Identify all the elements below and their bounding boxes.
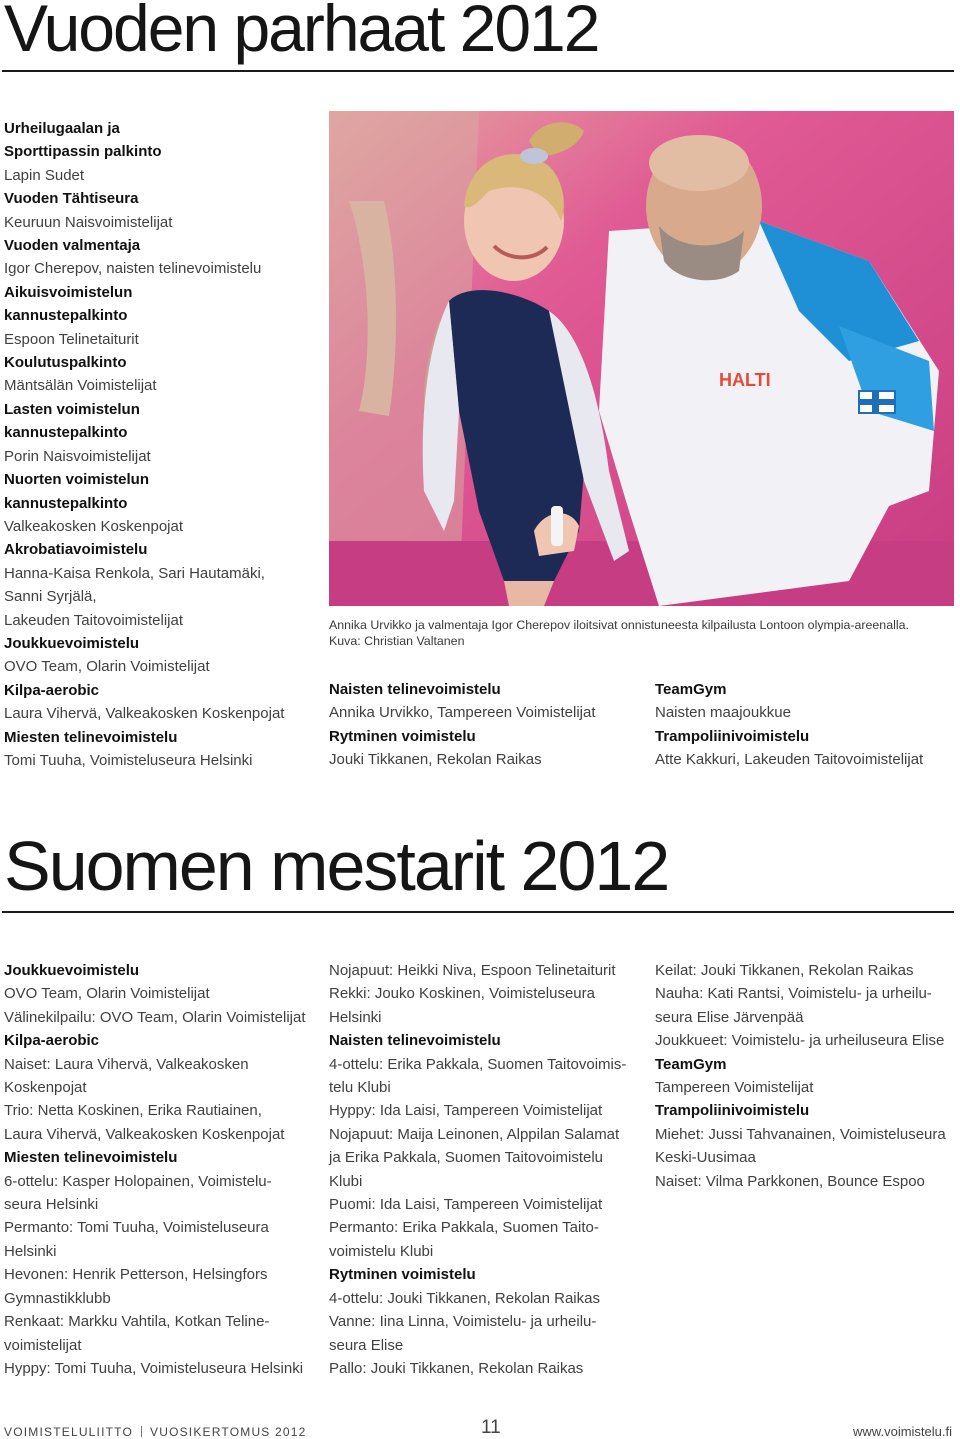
award-entry: Laura Vihervä, Valkeakosken Koskenpojat — [4, 1125, 285, 1143]
category-heading: kannustepalkinto — [4, 424, 128, 442]
award-entry: Naiset: Laura Vihervä, Valkeakosken — [4, 1055, 249, 1073]
award-entry: Igor Cherepov, naisten telinevoimistelu — [4, 260, 262, 278]
award-entry: Miehet: Jussi Tahvanainen, Voimisteluseura — [655, 1125, 946, 1143]
award-entry: Klubi — [329, 1172, 363, 1190]
footer-publication — [4, 1425, 307, 1439]
award-entry: Nojapuut: Heikki Niva, Espoon Telinetaiturit — [329, 962, 616, 979]
award-entry: Porin Naisvoimistelijat — [4, 447, 151, 465]
award-entry: Helsinki — [4, 1242, 57, 1260]
category-heading: Akrobatiavoimistelu — [4, 541, 148, 559]
award-entry: Puomi: Ida Laisi, Tampereen Voimistelijat — [329, 1196, 603, 1214]
category-heading: Nuorten voimistelun — [4, 471, 150, 489]
category-heading: Lasten voimistelun — [4, 400, 140, 418]
award-entry: Nauha: Kati Rantsi, Voimistelu- ja urheilu- — [655, 985, 932, 1003]
photo-caption — [329, 617, 954, 649]
award-entry: Annika Urvikko, Tampereen Voimistelijat — [329, 704, 596, 722]
footer-website-link[interactable]: www.voimistelu.fi — [853, 1424, 952, 1439]
award-entry: Renkaat: Markku Vahtila, Kotkan Teline- — [4, 1313, 270, 1331]
award-entry: Valkeakosken Koskenpojat — [4, 517, 184, 535]
award-entry: Laura Vihervä, Valkeakosken Koskenpojat — [4, 705, 285, 723]
category-heading: Trampoliinivoimistelu — [655, 727, 810, 745]
award-entry: Keilat: Jouki Tikkanen, Rekolan Raikas — [655, 962, 914, 979]
category-heading: Rytminen voimistelu — [329, 727, 476, 745]
award-entry: Pallo: Jouki Tikkanen, Rekolan Raikas — [329, 1359, 584, 1377]
award-entry: 6-ottelu: Kasper Holopainen, Voimistelu- — [4, 1172, 272, 1190]
photo-credit: Kuva: Christian Valtanen — [329, 634, 465, 648]
award-entry: Mäntsälän Voimistelijat — [4, 377, 157, 395]
svg-text:HALTI: HALTI — [719, 370, 771, 390]
award-entry: seura Elise — [329, 1336, 404, 1354]
category-heading: Sporttipassin palkinto — [4, 143, 162, 161]
award-entry: Hyppy: Tomi Tuuha, Voimisteluseura Helsinki — [4, 1359, 304, 1377]
category-heading: Naisten telinevoimistelu — [329, 681, 501, 698]
award-entry: ja Erika Pakkala, Suomen Taitovoimistelu — [329, 1149, 604, 1167]
award-entry: Koskenpojat — [4, 1079, 87, 1097]
award-entry: Trio: Netta Koskinen, Erika Rautiainen, — [4, 1102, 262, 1120]
awards-left-column — [4, 117, 284, 772]
awards-right-column — [655, 678, 923, 772]
category-heading: Aikuisvoimistelun — [4, 283, 133, 301]
section-title-suomen-mestarit: Suomen mestarit 2012 — [4, 827, 669, 905]
footer-separator — [141, 1426, 142, 1437]
category-heading: kannustepalkinto — [4, 494, 128, 512]
title-divider — [2, 70, 954, 72]
category-heading: TeamGym — [655, 681, 727, 698]
category-heading: Miesten telinevoimistelu — [4, 1149, 178, 1167]
award-entry: Vanne: Iina Linna, Voimistelu- ja urheilu- — [329, 1313, 597, 1331]
award-entry: Naisten maajoukkue — [655, 704, 791, 722]
award-entry: Gymnastikklubb — [4, 1289, 111, 1307]
category-heading: Joukkuevoimistelu — [4, 962, 140, 979]
award-entry: Lapin Sudet — [4, 166, 85, 184]
champions-column-2 — [329, 959, 626, 1380]
award-entry: Nojapuut: Maija Leinonen, Alppilan Salamat — [329, 1125, 620, 1143]
awards-middle-column — [329, 678, 596, 772]
award-entry: Jouki Tikkanen, Rekolan Raikas — [329, 751, 542, 769]
category-heading: Rytminen voimistelu — [329, 1266, 476, 1284]
category-heading: Naisten telinevoimistelu — [329, 1032, 501, 1050]
footer-org: VOIMISTELULIITTO — [4, 1425, 133, 1439]
award-entry: voimistelijat — [4, 1336, 82, 1354]
section-title-vuoden-parhaat: Vuoden parhaat 2012 — [4, 0, 599, 65]
champions-column-1 — [4, 959, 306, 1380]
title-divider-2 — [2, 911, 954, 913]
award-entry: OVO Team, Olarin Voimistelijat — [4, 658, 210, 676]
page-number: 11 — [481, 1417, 501, 1438]
award-entry: Espoon Telinetaiturit — [4, 330, 139, 348]
category-heading: Koulutuspalkinto — [4, 354, 127, 372]
award-entry: telu Klubi — [329, 1079, 391, 1097]
award-entry: Permanto: Tomi Tuuha, Voimisteluseura — [4, 1219, 269, 1237]
award-entry: Helsinki — [329, 1008, 382, 1026]
award-entry: Permanto: Erika Pakkala, Suomen Taito- — [329, 1219, 599, 1237]
category-heading: kannustepalkinto — [4, 307, 128, 325]
award-entry: Rekki: Jouko Koskinen, Voimisteluseura — [329, 985, 595, 1003]
footer-publication-name: VUOSIKERTOMUS 2012 — [150, 1425, 307, 1439]
award-entry: Naiset: Vilma Parkkonen, Bounce Espoo — [655, 1172, 925, 1190]
award-entry: voimistelu Klubi — [329, 1242, 434, 1260]
award-entry: Keuruun Naisvoimistelijat — [4, 213, 173, 231]
category-heading: Kilpa-aerobic — [4, 1032, 100, 1050]
category-heading: TeamGym — [655, 1055, 727, 1073]
award-entry: Tomi Tuuha, Voimisteluseura Helsinki — [4, 751, 253, 769]
category-heading: Miesten telinevoimistelu — [4, 728, 178, 746]
award-entry: 4-ottelu: Jouki Tikkanen, Rekolan Raikas — [329, 1289, 600, 1307]
award-entry: Sanni Syrjälä, — [4, 588, 97, 606]
award-entry: 4-ottelu: Erika Pakkala, Suomen Taitovoimis- — [329, 1055, 627, 1073]
award-entry: Hyppy: Ida Laisi, Tampereen Voimistelijat — [329, 1102, 603, 1120]
award-entry: OVO Team, Olarin Voimistelijat — [4, 985, 210, 1003]
award-entry: seura Helsinki — [4, 1196, 99, 1214]
gymnast-and-coach-photo — [329, 111, 954, 606]
award-entry: Joukkueet: Voimistelu- ja urheiluseura Elise — [655, 1032, 945, 1050]
award-entry: Hevonen: Henrik Petterson, Helsingfors — [4, 1266, 268, 1284]
champions-column-3 — [655, 959, 946, 1193]
award-entry: Lakeuden Taitovoimistelijat — [4, 611, 183, 629]
category-heading: Vuoden valmentaja — [4, 237, 141, 255]
category-heading: Kilpa-aerobic — [4, 681, 100, 699]
award-entry: Tampereen Voimistelijat — [655, 1079, 814, 1097]
award-entry: Atte Kakkuri, Lakeuden Taitovoimistelijat — [655, 751, 924, 769]
award-entry: Välinekilpailu: OVO Team, Olarin Voimistelijat — [4, 1008, 306, 1026]
category-heading: Joukkuevoimistelu — [4, 634, 140, 652]
category-heading: Urheilugaalan ja — [4, 120, 120, 137]
award-entry: Keski-Uusimaa — [655, 1149, 756, 1167]
photo-caption-text: Annika Urvikko ja valmentaja Igor Cherepov iloitsivat onnistuneesta kilpailusta Lontoon olympia-areenalla. — [329, 618, 909, 632]
category-heading: Trampoliinivoimistelu — [655, 1102, 810, 1120]
award-entry: Hanna-Kaisa Renkola, Sari Hautamäki, — [4, 564, 265, 582]
category-heading: Vuoden Tähtiseura — [4, 190, 139, 208]
award-entry: seura Elise Järvenpää — [655, 1008, 804, 1026]
